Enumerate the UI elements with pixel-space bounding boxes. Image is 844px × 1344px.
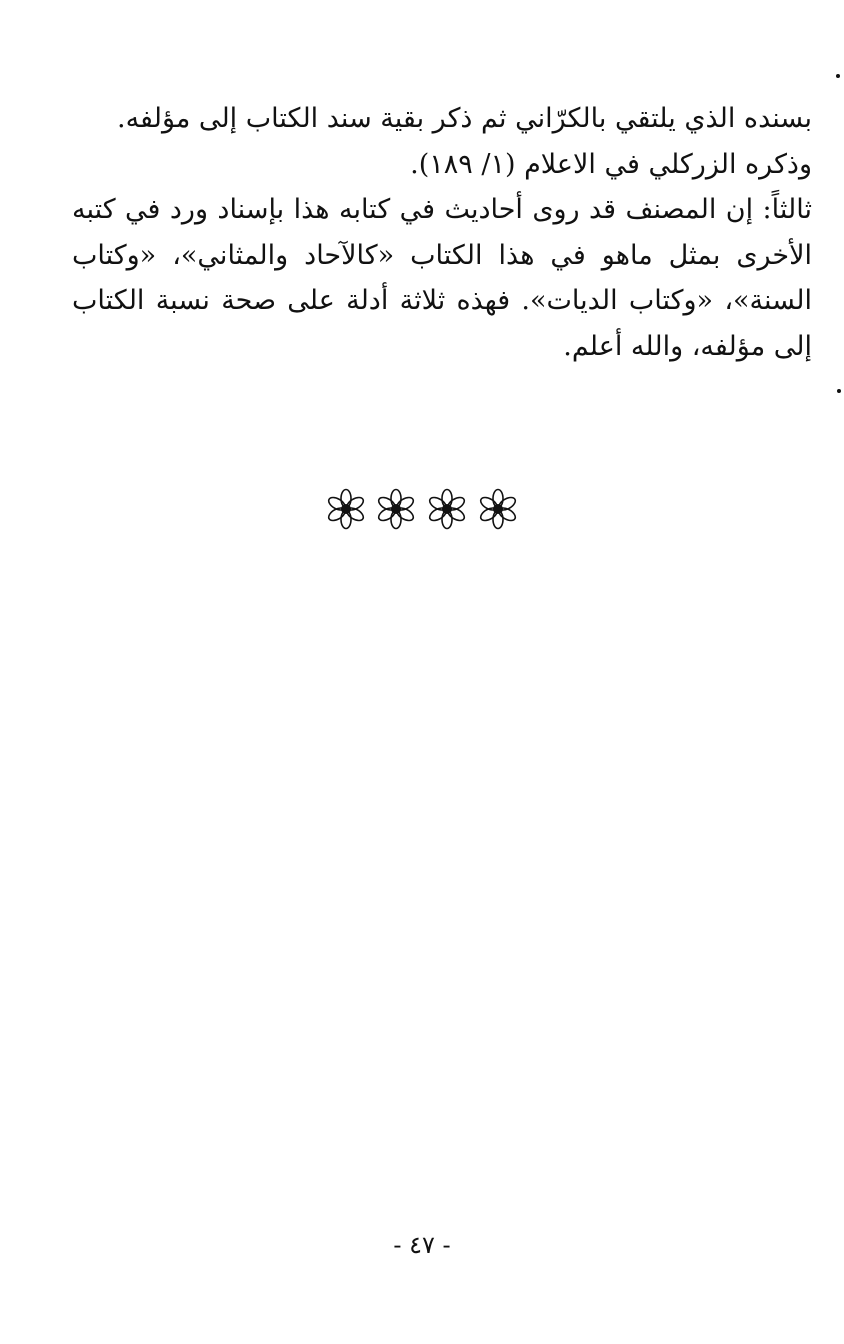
paragraph-continuation: بسنده الذي يلتقي بالكرّاني ثم ذكر بقية سند الكتاب إلى مؤلفه. [117, 103, 812, 134]
paragraph-third-point: ثالثاً: إن المصنف قد روى أحاديث في كتابه هذا بإسناد ورد في كتبه الأخرى بمثل ماهو في هذا الكتاب «كالآحاد والمثاني»، «وكتاب السنة»، «وكتاب الديات». فهذه ثلاثة أدلة على صحة نسبة الكتاب إلى مؤلفه، والله أعلم. [72, 194, 812, 362]
margin-dot [837, 389, 841, 393]
body-text [72, 96, 812, 369]
paragraph-zirikli: وذكره الزركلي في الاعلام (١/ ١٨٩). [410, 148, 812, 180]
page-number: - ٤٧ - [393, 1231, 451, 1259]
floral-ornament-icon [320, 484, 524, 534]
margin-dot [836, 74, 840, 78]
